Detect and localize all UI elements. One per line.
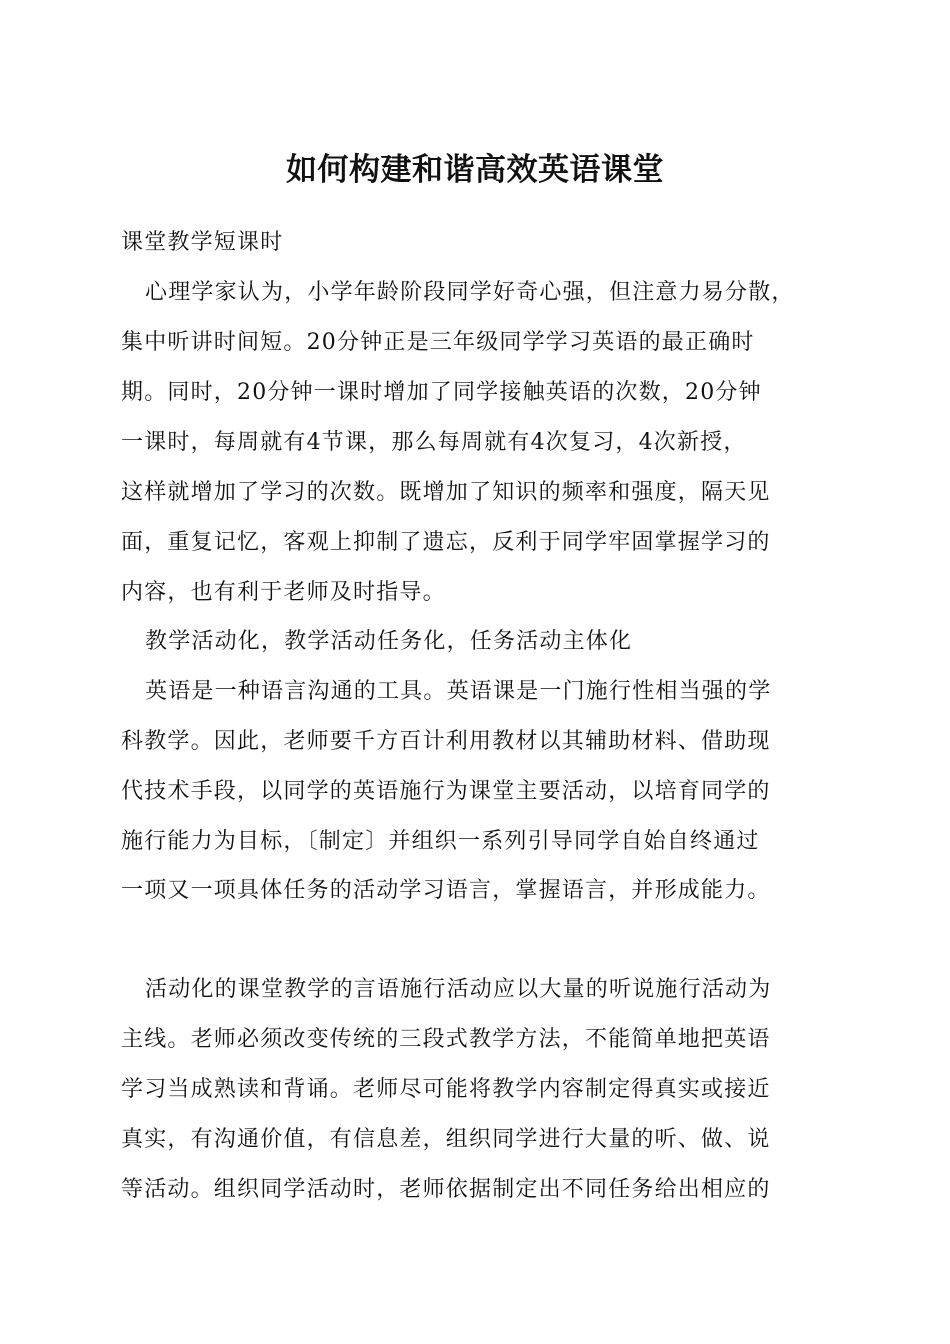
paragraph-line: 一项又一项具体任务的活动学习语言，掌握语言，并形成能力。 <box>121 878 771 903</box>
paragraph-line: 活动化的课堂教学的言语施行活动应以大量的听说施行活动为 <box>145 977 772 1002</box>
paragraph-line: 施行能力为目标，〔制定〕并组织一系列引导同学自始自终通过 <box>121 829 760 854</box>
paragraph-line: 学习当成熟读和背诵。老师尽可能将教学内容制定得真实或接近 <box>121 1077 771 1102</box>
paragraph-line: 心理学家认为，小学年龄阶段同学好奇心强，但注意力易分散， <box>145 280 795 305</box>
paragraph-line: 科教学。因此，老师要千方百计利用教材以其辅助材料、借助现 <box>121 729 771 754</box>
paragraph-line: 一课时，每周就有4节课，那么每周就有4次复习，4次新授， <box>121 430 747 455</box>
paragraph-line: 这样就增加了学习的次数。既增加了知识的频率和强度，隔天见 <box>121 480 771 505</box>
paragraph-line: 主线。老师必须改变传统的三段式教学方法，不能简单地把英语 <box>121 1027 771 1052</box>
paragraph-line: 内容，也有利于老师及时指导。 <box>121 580 446 605</box>
paragraph-line: 真实，有沟通价值，有信息差，组织同学进行大量的听、做、说 <box>121 1127 771 1152</box>
paragraph-line: 等活动。组织同学活动时，老师依据制定出不同任务给出相应的 <box>121 1177 771 1202</box>
paragraph-line: 代技术手段，以同学的英语施行为课堂主要活动，以培育同学的 <box>121 779 771 804</box>
document-title: 如何构建和谐高效英语课堂 <box>286 152 664 188</box>
paragraph-line: 面，重复记忆，客观上抑制了遗忘，反利于同学牢固掌握学习的 <box>121 530 771 555</box>
paragraph-line: 期。同时，20分钟一课时增加了同学接触英语的次数，20分钟 <box>121 380 762 405</box>
paragraph-line: 集中听讲时间短。20分钟正是三年级同学学习英语的最正确时 <box>121 330 755 355</box>
section-heading: 课堂教学短课时 <box>121 230 284 255</box>
paragraph-line: 英语是一种语言沟通的工具。英语课是一门施行性相当强的学 <box>145 679 772 704</box>
section-heading: 教学活动化，教学活动任务化，任务活动主体化 <box>145 629 633 654</box>
